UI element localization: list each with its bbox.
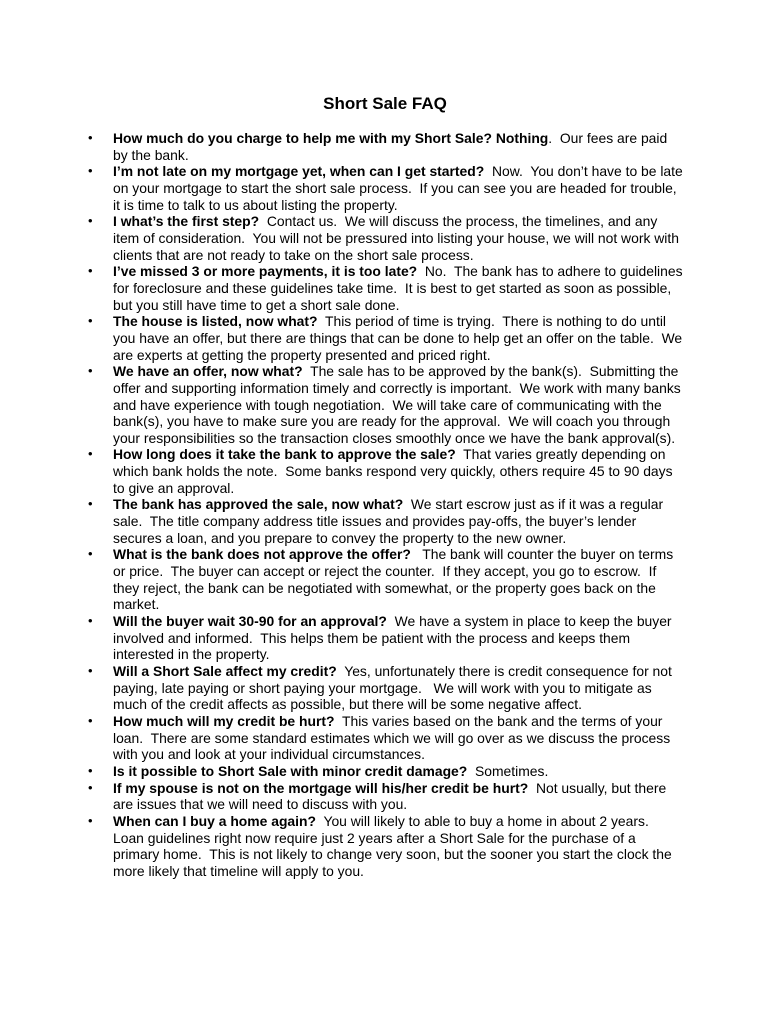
bullet-icon: • xyxy=(88,213,93,229)
bullet-icon: • xyxy=(88,496,93,512)
faq-answer: Now. You don’t have to be late on your mortgage to start the short sale process. If you can see you are headed for trouble, it is time to talk to us about listing the property. xyxy=(113,163,687,213)
faq-question: Will the buyer wait 30-90 for an approval? xyxy=(113,613,387,630)
faq-question: We have an offer, now what? xyxy=(113,363,303,380)
faq-question: How long does it take the bank to approve the sale? xyxy=(113,446,456,463)
bullet-icon: • xyxy=(88,762,93,778)
faq-question: I’ve missed 3 or more payments, it is too late? xyxy=(113,263,418,280)
faq-question: The house is listed, now what? xyxy=(113,313,318,330)
faq-question: Will a Short Sale affect my credit? xyxy=(113,663,337,679)
faq-answer: We start escrow just as if it was a regular sale. The title company address title issues and provides pay-offs, the buyer’s lender secures a loan, and you prepare to convey the property to the new owner. xyxy=(113,496,667,546)
bullet-icon: • xyxy=(88,712,93,728)
bullet-icon: • xyxy=(88,163,93,179)
faq-item xyxy=(88,812,683,880)
faq-answer: You will likely to able to buy a home in about 2 years. Loan guidelines right now require just 2 years after a Short Sale for the purchase of a primary home. This is not likely to change very soon, but the sooner you start the clock the more likely that timeline will apply to you. xyxy=(113,812,676,879)
bullet-icon: • xyxy=(88,613,93,629)
faq-question: If my spouse is not on the mortgage will his/her credit be hurt? xyxy=(113,779,529,796)
faq-item xyxy=(88,546,683,613)
faq-item xyxy=(88,762,683,780)
faq-question: How much do you charge to help me with my Short Sale? xyxy=(113,130,492,146)
bullet-icon: • xyxy=(88,263,93,279)
bullet-icon: • xyxy=(88,812,93,828)
faq-answer: We have a system in place to keep the buyer involved and informed. This helps them be patient with the process and keeps them interested in the property. xyxy=(113,613,676,663)
faq-question: How much will my credit be hurt? xyxy=(113,712,335,729)
faq-answer: This period of time is trying. There is nothing to do until you have an offer, but there are things that can be done to help get an offer on the table. We are experts at getting the property presented and priced right. xyxy=(113,313,687,363)
faq-answer: The sale has to be approved by the bank(s). Submitting the offer and supporting information timely and correctly is important. We work with many banks and have experience with tough negotiation. We will take care of communicating with the bank(s), you have to make sure you are ready for the approval. We will coach you through your responsibilities so the transaction closes smoothly once we have the bank approval(s). xyxy=(113,363,685,446)
faq-item xyxy=(88,130,683,163)
faq-item xyxy=(88,779,683,813)
faq-answer-emphasis: Nothing xyxy=(495,130,549,146)
faq-item xyxy=(88,313,687,363)
bullet-icon: • xyxy=(88,130,93,145)
faq-question: I what’s the first step? xyxy=(113,213,260,230)
faq-answer: That varies greatly depending on which bank holds the note. Some banks respond very quickly, others require 45 to 90 days to give an approval. xyxy=(113,446,677,496)
faq-list xyxy=(88,130,687,880)
faq-item xyxy=(88,496,683,546)
faq-question: The bank has approved the sale, now what? xyxy=(113,496,404,513)
faq-answer: Sometimes. xyxy=(467,762,549,779)
bullet-icon: • xyxy=(88,546,93,562)
faq-item xyxy=(88,163,687,213)
faq-item xyxy=(88,613,683,663)
faq-answer: Not usually, but there are issues that we will need to discuss with you. xyxy=(113,779,671,813)
faq-answer: Yes, unfortunately there is credit consequence for not paying, late paying or short paying your mortgage. We will work with you to mitigate as much of the credit affects as possible, but there will be some negative affect. xyxy=(113,663,676,713)
faq-item xyxy=(88,363,685,446)
faq-answer: This varies based on the bank and the terms of your loan. There are some standard estimates which we will go over as we discuss the process with you and look at your individual circumstances. xyxy=(113,712,675,763)
faq-item xyxy=(88,712,683,763)
bullet-icon: • xyxy=(88,446,93,462)
faq-item xyxy=(88,263,687,313)
faq-item xyxy=(88,213,683,263)
bullet-icon: • xyxy=(88,313,93,329)
bullet-icon: • xyxy=(88,779,93,795)
faq-item xyxy=(88,446,683,496)
faq-question: What is the bank does not approve the offer? xyxy=(113,546,411,563)
bullet-icon: • xyxy=(88,363,93,379)
faq-answer: . Our fees are paid by the bank. xyxy=(113,130,672,163)
faq-question: I’m not late on my mortgage yet, when can I get started? xyxy=(113,163,485,180)
faq-answer: The bank will counter the buyer on terms or price. The buyer can accept or reject the counter. If they accept, you go to escrow. If they reject, the bank can be negotiated with somewhat, or the property goes back on the market. xyxy=(113,546,678,613)
page-title: Short Sale FAQ xyxy=(323,94,447,113)
bullet-icon: • xyxy=(88,663,93,678)
faq-question: Is it possible to Short Sale with minor credit damage? xyxy=(113,762,468,779)
faq-item xyxy=(88,663,683,713)
faq-answer: Contact us. We will discuss the process, the timelines, and any item of consideration. You will not be pressured into listing your house, we will not work with clients that are not ready to take on the short sale process. xyxy=(113,213,683,263)
faq-question: When can I buy a home again? xyxy=(113,812,316,829)
faq-answer: No. The bank has to adhere to guidelines for foreclosure and these guidelines take time. It is best to get started as soon as possible, but you still have time to get a short sale done. xyxy=(113,263,687,313)
